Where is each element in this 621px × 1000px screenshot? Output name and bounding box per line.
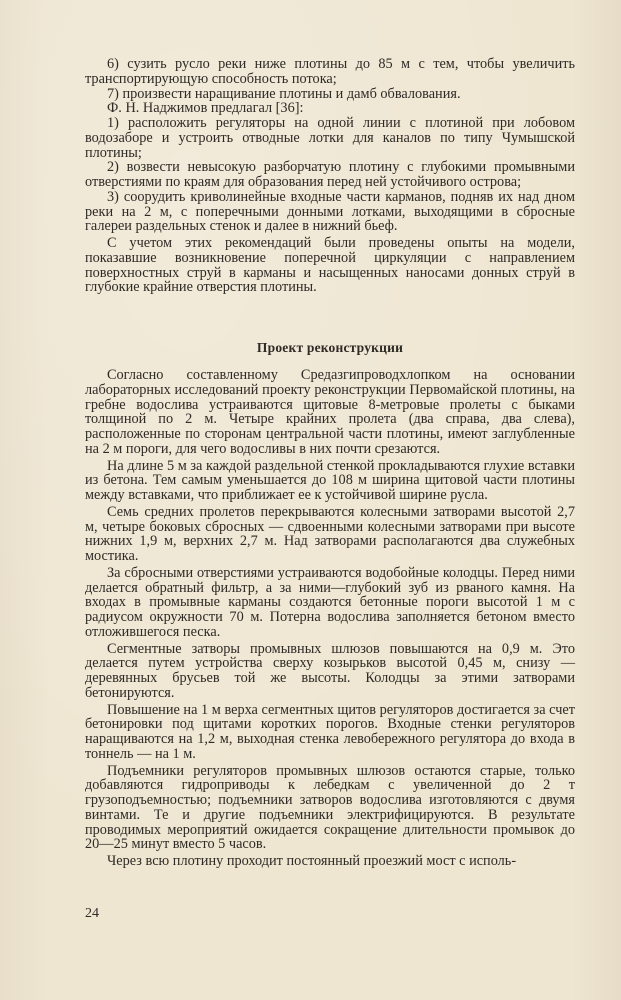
bottom-text-block (85, 368, 575, 869)
paragraph: На длине 5 м за каждой раздельной стенкой прокладываются глухие вставки из бетона. Тем самым уменьшается до 108 м ширина щитовой части плотины между вставками, что приближает ее к устойчивой ширине русла. (85, 457, 575, 503)
paragraph: Семь средних пролетов перекрываются колесными затворами высотой 2,7 м, четыре боковых сбросных — сдвоенными колесными затворами при высоте нижних 1,9 м, верхних 2,7 м. Над затворами располагаются два служебных мостика. (85, 503, 575, 564)
paragraph: 3) соорудить криволинейные входные части карманов, подняв их над дном реки на 2 м, с поперечными донными лотками, выходящими в сбросные галереи раздельных стенок и далее в нижний бьеф. (85, 188, 575, 235)
paragraph: Подъемники регуляторов промывных шлюзов остаются старые, только добавляются гидроприводы к лебедкам с увеличенной до 2 т грузоподъемностью; подъемники затворов водослива изготовляются с двумя винтами. Те и другие подъемники электрифицируются. В результате проводимых мероприятий ожидается сокращение длительности промывок до 20—25 минут вместо 5 часов. (85, 762, 575, 853)
paragraph: 1) расположить регуляторы на одной линии с плотиной при лобовом водозаборе и устроить отводные лотки для каналов по типу Чумышской плотины; (85, 115, 575, 161)
paragraph: С учетом этих рекомендаций были проведены опыты на модели, показавшие возникновение поперечной циркуляции с направлением поверхностных струй в карманы и насыщенных наносами донных струй в глубокие крайние отверстия плотины. (85, 235, 575, 296)
section-heading: Проект реконструкции (256, 340, 404, 355)
paragraph: Сегментные затворы промывных шлюзов повышаются на 0,9 м. Это делается путем устройства сверху козырьков высотой 0,45 м, снизу — деревянных брусьев той же высоты. Колодцы за этими затворами бетонируются. (85, 640, 575, 701)
paragraph: 7) произвести наращивание плотины и дамб обвалования. (107, 85, 461, 102)
page-number: 24 (85, 906, 99, 921)
paragraph: Согласно составленному Средазгипроводхлопком на основании лабораторных исследований проекту реконструкции Первомайской плотины, на гребне водослива устраиваются щитовые 8-метровые пролеты с быками толщиной по 2 м. Четыре крайних пролета (два справа, два слева), расположенные по сторонам центральной части плотины, имеют заглубленные на 2 м пороги, для чего водосливы в них почти срезаются. (85, 367, 575, 457)
paragraph: 6) сузить русло реки ниже плотины до 85 м с тем, чтобы увеличить транспортирующую способность потока; (85, 56, 575, 87)
paragraph: Через всю плотину проходит постоянный проезжий мост с исполь- (107, 853, 517, 869)
top-text-block (85, 57, 575, 295)
paragraph: За сбросными отверстиями устраиваются водобойные колодцы. Перед ними делается обратный фильтр, а за ними—глубокий зуб из рваного камня. На входах в промывные карманы создаются бетонные пороги высотой 1 м с радиусом окружности 70 м. Потерна водослива заполняется бетоном вместо отложившегося песка. (85, 564, 575, 640)
paragraph: Повышение на 1 м верха сегментных щитов регуляторов достигается за счет бетонировки под щитами коротких порогов. Входные стенки регуляторов наращиваются на 1,2 м, выходная стенка левобережного регулятора до входа в тоннель — на 1 м. (85, 701, 575, 762)
paragraph: Ф. Н. Наджимов предлагал [36]: (107, 100, 304, 117)
paragraph: 2) возвести невысокую разборчатую плотину с глубокими промывными отверстиями по краям для образования перед ней устойчивого острова; (85, 159, 575, 190)
